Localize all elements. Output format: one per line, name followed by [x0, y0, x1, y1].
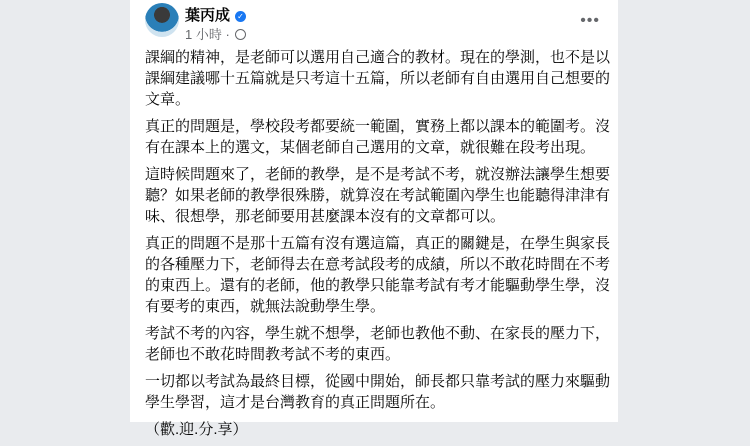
post-paragraph [145, 419, 615, 440]
paragraph-line: 的各種壓力下，老師得去在意考試段考的成績，所以不敢花時間在不考 [145, 256, 611, 273]
post-paragraph [145, 233, 615, 317]
paragraph-line: 課綱建議哪十五篇就是只考這十五篇，所以老師有自由選用自己想要的 [145, 70, 611, 87]
post-paragraph [145, 116, 615, 158]
paragraph-line: 的東西上。還有的老師，他的教學只能靠考試有考才能驅動學生學，沒 [145, 277, 611, 294]
paragraph-line: （歡.迎.分.享） [145, 421, 248, 438]
verified-badge-icon: ✓ [235, 11, 246, 22]
more-options-button[interactable]: ••• [580, 12, 600, 29]
paragraph-line: 這時候問題來了，老師的教學，是不是考試不考，就沒辦法讓學生想要 [145, 166, 611, 183]
paragraph-line: 老師也不敢花時間教考試不考的東西。 [145, 346, 401, 363]
paragraph-line: 有要考的東西，就無法說動學生學。 [145, 298, 386, 315]
author-avatar[interactable] [145, 3, 179, 37]
paragraph-line: 文章。 [145, 91, 191, 108]
meta-separator: · [225, 27, 230, 42]
paragraph-line: 有在課本上的選文，某個老師自己選用的文章，就很難在段考出現。 [145, 139, 596, 156]
post-meta [185, 24, 246, 43]
paragraph-line: 真正的問題不是那十五篇有沒有選這篇，真正的關鍵是，在學生與家長 [145, 235, 611, 252]
paragraph-line: 聽？如果老師的教學很殊勝，就算沒在考試範圍內學生也能聽得津津有 [145, 187, 611, 204]
post-paragraph [145, 323, 615, 365]
post-paragraph [145, 164, 615, 227]
paragraph-line: 真正的問題是，學校段考都要統一範圍，實務上都以課本的範圍考。沒 [145, 118, 611, 135]
paragraph-line: 考試不考的內容，學生就不想學，老師也教他不動、在家長的壓力下， [145, 325, 611, 342]
globe-icon[interactable] [235, 29, 246, 40]
post-paragraph [145, 47, 615, 110]
paragraph-line: 一切都以考試為最終目標，從國中開始，師長都只靠考試的壓力來驅動 [145, 373, 611, 390]
author-name[interactable] [185, 4, 246, 25]
paragraph-line: 課綱的精神，是老師可以選用自己適合的教材。現在的學測，也不是以 [145, 49, 611, 66]
author-name-text[interactable]: 葉丙成 [185, 7, 231, 24]
post-card [130, 0, 618, 438]
post-time[interactable]: 1 小時 [185, 27, 222, 42]
post-paragraph [145, 371, 615, 413]
post-body [145, 47, 615, 446]
paragraph-line: 學生學習，這才是台灣教育的真正問題所在。 [145, 394, 446, 411]
paragraph-line: 味、很想學，那老師要用甚麼課本沒有的文章都可以。 [145, 208, 506, 225]
